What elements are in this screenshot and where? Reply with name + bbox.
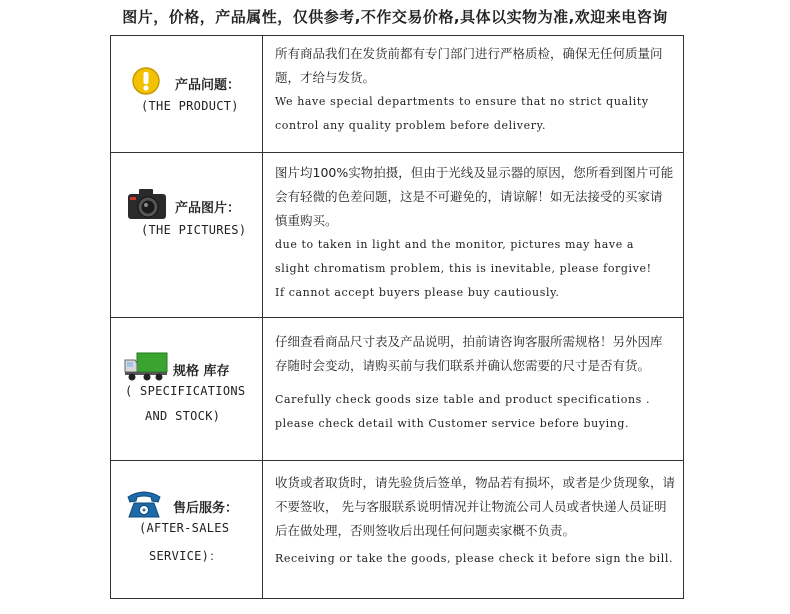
row-pictures-en-line: due to taken in light and the monitor, pictures may have a: [275, 238, 635, 251]
row-specifications-cn-line: 存随时会变动，请购买前与我们联系并确认您需要的尺寸是否有货。: [275, 358, 651, 373]
row-product-content: [263, 36, 683, 152]
row-specifications-title-cn: 规格 库存: [173, 364, 230, 379]
row-pictures-title-cn: 产品图片：: [175, 201, 241, 216]
row-specifications-en-line: please check detail with Customer service before buying.: [275, 417, 630, 430]
row-product: [111, 36, 683, 152]
row-after-sales-cn-line: 后在做处理，否则签收后出现任何问题卖家概不负责。: [275, 523, 576, 538]
row-pictures-cn-line: 慎重购买。: [275, 213, 338, 228]
row-specifications: [111, 317, 683, 460]
row-specifications-title-en-1: ( SPECIFICATIONS: [125, 384, 246, 398]
row-pictures-cn-line: 图片均100%实物拍摄，但由于光线及显示器的原因，您所看到图片可能: [275, 165, 674, 180]
row-product-en-line: We have special departments to ensure that no strict quality: [275, 95, 649, 108]
row-specifications-content: [263, 318, 683, 460]
row-product-title-en: (THE PRODUCT): [141, 99, 239, 113]
row-specifications-title-en-2: AND STOCK): [145, 409, 221, 423]
telephone-icon: [125, 489, 163, 519]
row-specifications-cn-line: 仔细查看商品尺寸表及产品说明，拍前请咨询客服所需规格！另外因库: [275, 334, 663, 349]
row-after-sales-cn-line: 不要签收， 先与客服联系说明情况并让物流公司人员或者快递人员证明: [275, 499, 667, 514]
truck-icon: [123, 350, 169, 382]
row-after-sales: [111, 460, 683, 598]
row-after-sales-cn-line: 收货或者取货时，请先验货后签单，物品若有损坏，或者是少货现象，请: [275, 475, 676, 490]
row-after-sales-content: [263, 461, 683, 598]
row-pictures-en-line: If cannot accept buyers please buy cautiously.: [275, 286, 560, 299]
row-product-en-line: control any quality problem before delivery.: [275, 119, 547, 132]
row-after-sales-en-line: Receiving or take the goods, please check it before sign the bill.: [275, 552, 674, 565]
row-specifications-header: [111, 318, 263, 460]
row-pictures-en-line: slight chromatism problem, this is inevitable, please forgive!: [275, 262, 652, 275]
row-pictures-header: [111, 153, 263, 317]
row-product-header: [111, 36, 263, 152]
row-pictures-cn-line: 会有轻微的色差问题，这是不可避免的，请谅解！如无法接受的买家请: [275, 189, 663, 204]
row-pictures-title-en: (THE PICTURES): [141, 223, 247, 237]
row-pictures: [111, 152, 683, 317]
row-after-sales-title-en-1: (AFTER-SALES: [139, 521, 230, 535]
page-notice: 图片，价格，产品属性，仅供参考,不作交易价格,具体以实物为准,欢迎来电咨询: [122, 8, 668, 26]
camera-icon: [127, 187, 167, 221]
row-product-cn-line: 题，才给与发货。: [275, 70, 376, 85]
row-specifications-en-line: Carefully check goods size table and product specifications .: [275, 393, 651, 406]
info-table: [110, 35, 684, 599]
row-after-sales-title-cn: 售后服务：: [173, 501, 239, 516]
row-after-sales-title-en-2: SERVICE)：: [149, 549, 222, 563]
row-product-cn-line: 所有商品我们在发货前都有专门部门进行严格质检，确保无任何质量问: [275, 46, 663, 61]
row-after-sales-header: [111, 461, 263, 598]
row-pictures-content: [263, 153, 683, 317]
exclamation-icon: [131, 66, 161, 96]
row-product-title-cn: 产品问题：: [175, 78, 241, 93]
